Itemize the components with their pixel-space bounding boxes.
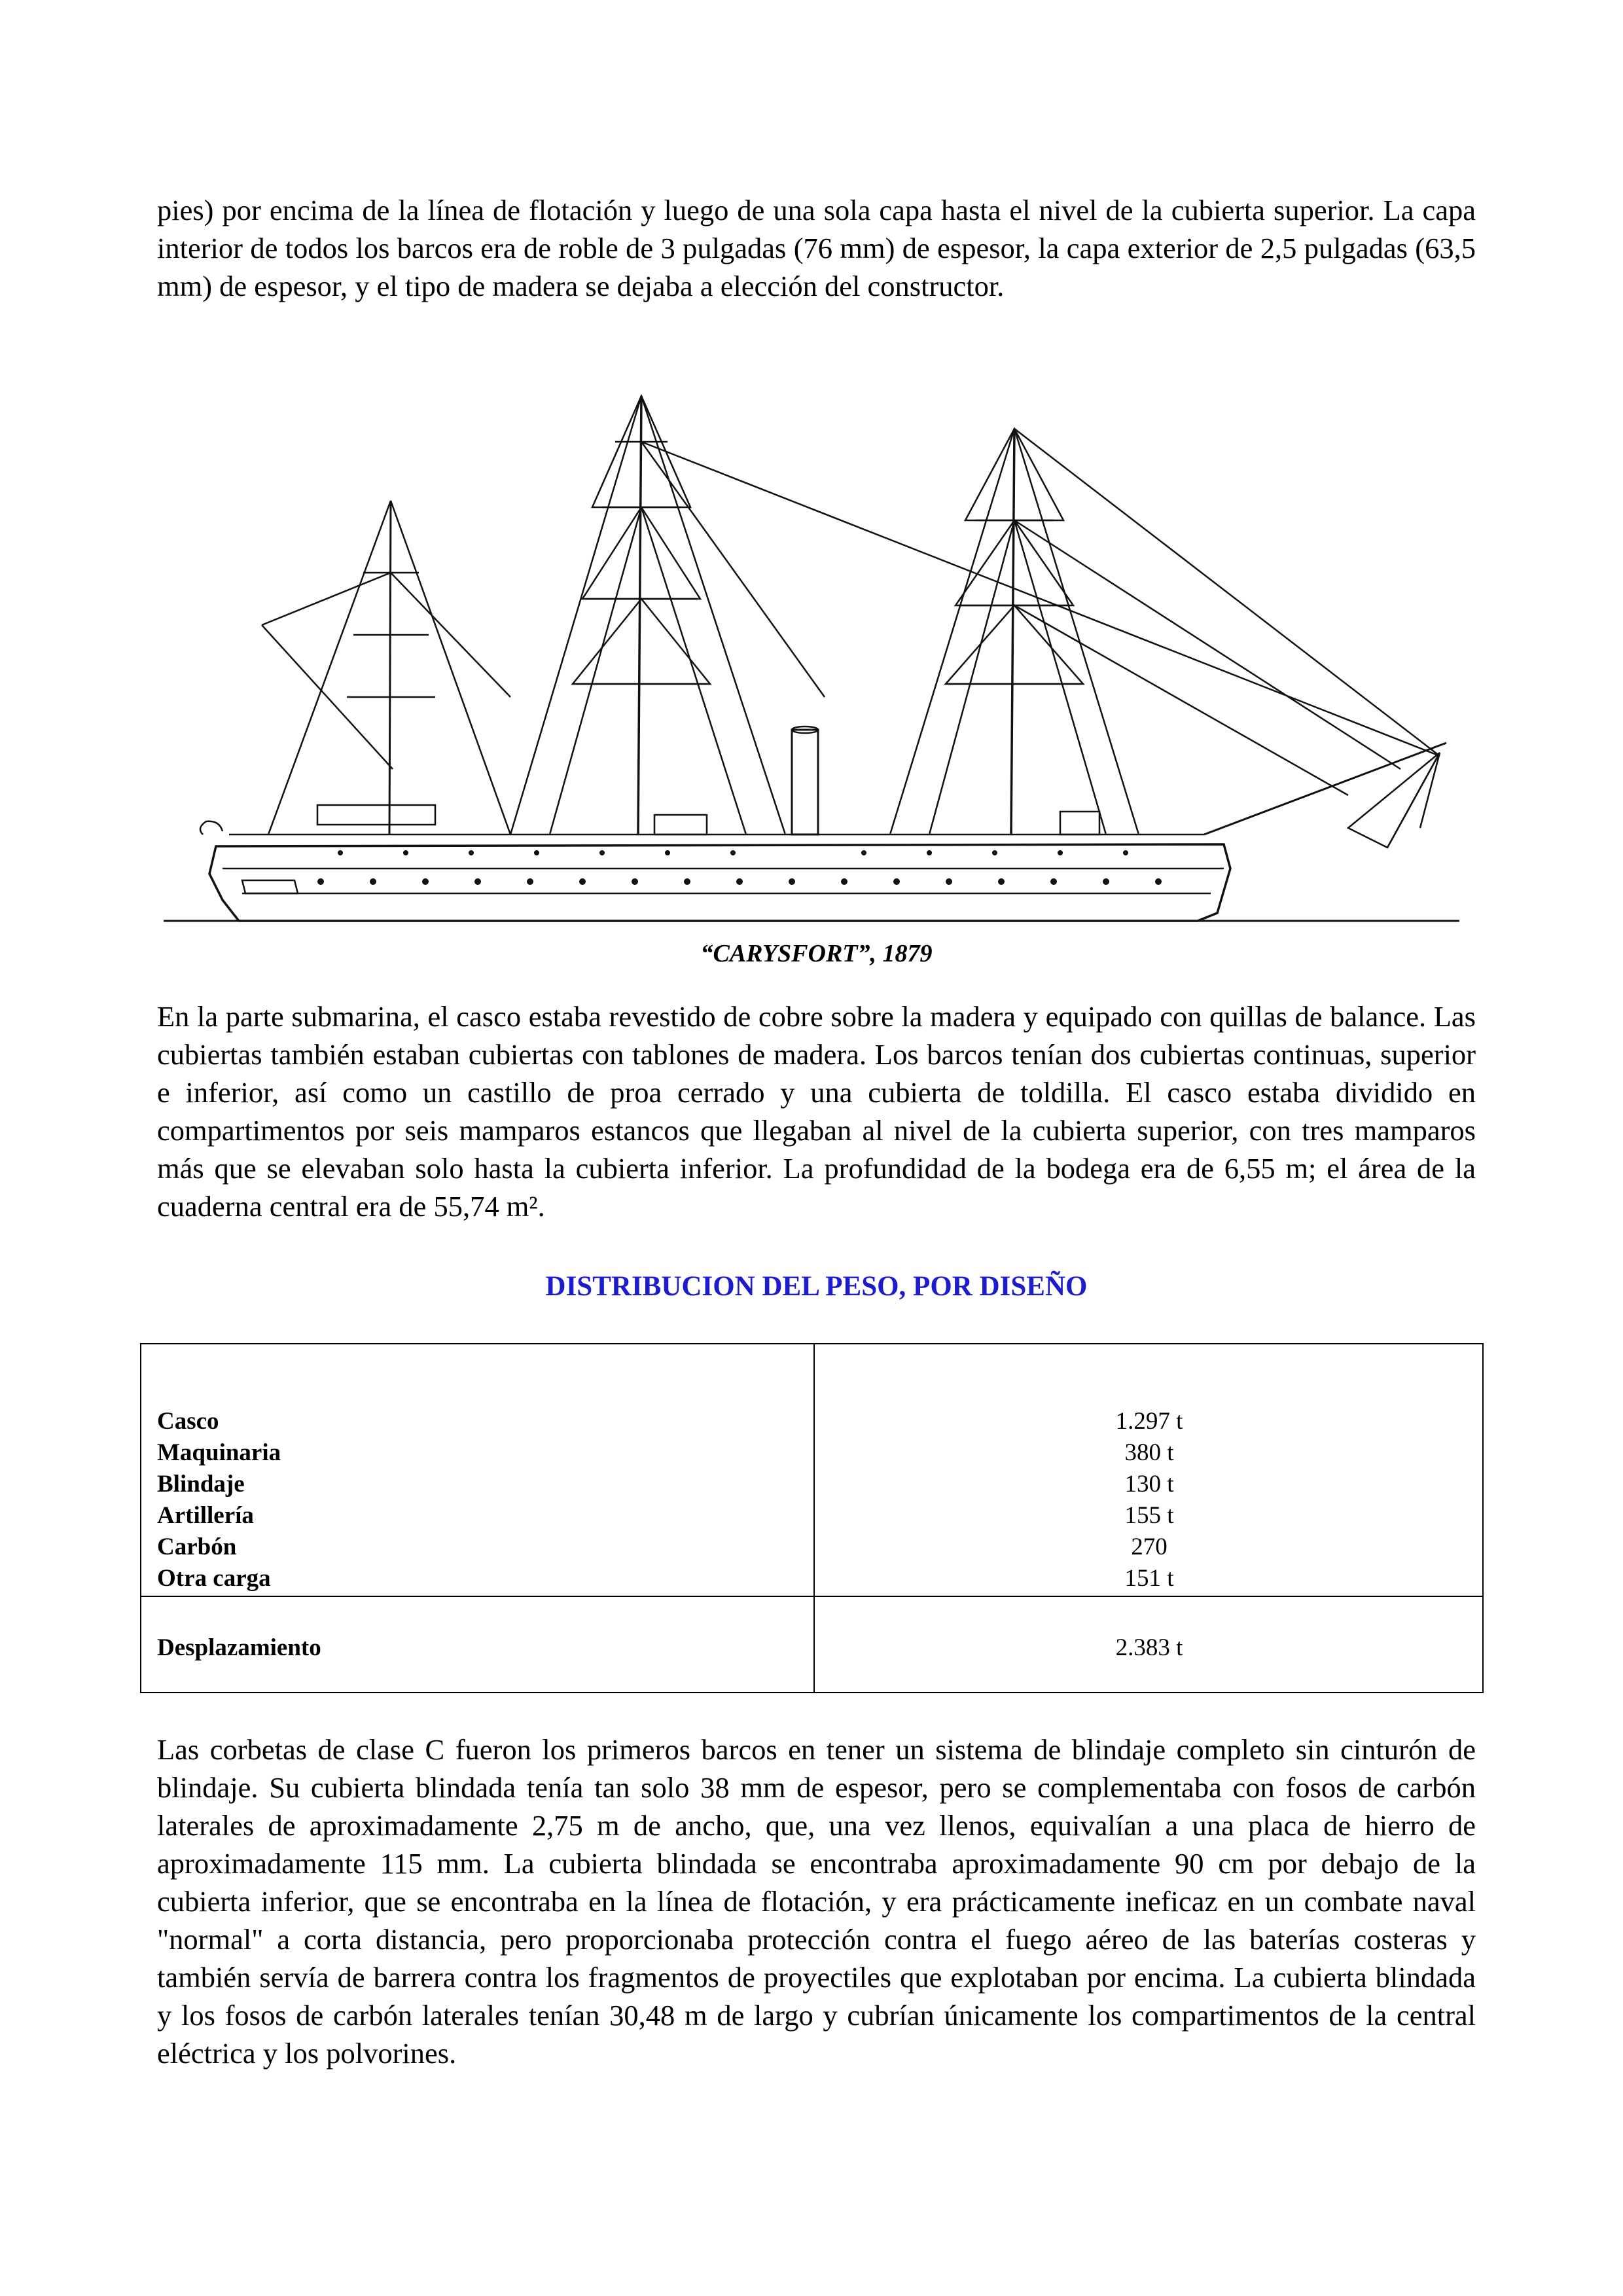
table-row-label: Casco	[157, 1408, 219, 1435]
table-row-label: Artillería	[157, 1502, 254, 1529]
paragraph-hull: En la parte submarina, el casco estaba revestido de cobre sobre la madera y equipado con quillas de balance. Las cubiertas también estaban cubiertas con tablones de madera. Los barcos tenían dos cubiertas continuas, superior e inferior, así como un castillo de proa cerrado y una cubierta de toldilla. El casco estaba dividido en compartimentos por seis mamparos estancos que llegaban al nivel de la cubierta superior, con tres mamparos más que se elevaban solo hasta la cubierta inferior. La profundidad de la bodega era de 6,55 m; el área de la cuaderna central era de 55,74 m².	[157, 1000, 1476, 1223]
figure-caption: “CARYSFORT”, 1879	[700, 940, 933, 967]
table-row-label: Maquinaria	[157, 1439, 281, 1466]
table-row-value: 151 t	[1124, 1565, 1174, 1592]
weight-distribution-table	[140, 1343, 1484, 1693]
table-row-label: Blindaje	[157, 1471, 245, 1498]
table-labels-column	[157, 1406, 281, 1594]
table-row-label: Carbón	[157, 1534, 237, 1560]
table-divider-horizontal	[141, 1596, 1482, 1597]
table-row-value: 155 t	[1124, 1502, 1174, 1529]
table-row-value: 380 t	[1124, 1439, 1174, 1466]
table-row-value: 1.297 t	[1115, 1408, 1183, 1435]
paragraph-intro: pies) por encima de la línea de flotación y luego de una sola capa hasta el nivel de la cubierta superior. La capa interior de todos los barcos era de roble de 3 pulgadas (76 mm) de espesor, la capa exterior de 2,5 pulgadas (63,5 mm) de espesor, y el tipo de madera se dejaba a elección del constructor.	[157, 194, 1476, 302]
table-values-column	[815, 1406, 1484, 1594]
ship-drawing	[157, 376, 1476, 933]
table-row-value: 130 t	[1124, 1471, 1174, 1498]
table-row-label: Otra carga	[157, 1565, 271, 1592]
table-total-label: Desplazamiento	[157, 1634, 321, 1661]
table-row-value: 270	[1131, 1534, 1168, 1560]
paragraph-armor: Las corbetas de clase C fueron los primeros barcos en tener un sistema de blindaje completo sin cinturón de blindaje. Su cubierta blindada tenía tan solo 38 mm de espesor, pero se complementaba con fosos de carbón laterales de aproximadamente 2,75 m de ancho, que, una vez llenos, equivalían a una placa de hierro de aproximadamente 115 mm. La cubierta blindada se encontraba aproximadamente 90 cm por debajo de la cubierta inferior, que se encontraba en la línea de flotación, y era prácticamente ineficaz en un combate naval "normal" a corta distancia, pero proporcionaba protección contra el fuego aéreo de las baterías costeras y también servía de barrera contra los fragmentos de proyectiles que explotaban por encima. La cubierta blindada y los fosos de carbón laterales tenían 30,48 m de largo y cubrían únicamente los compartimentos de la central eléctrica y los polvorines.	[157, 1733, 1476, 2070]
section-heading: DISTRIBUCION DEL PESO, POR DISEÑO	[545, 1271, 1088, 1302]
table-total-value: 2.383 t	[1115, 1634, 1183, 1661]
carysfort-illustration	[157, 376, 1476, 933]
